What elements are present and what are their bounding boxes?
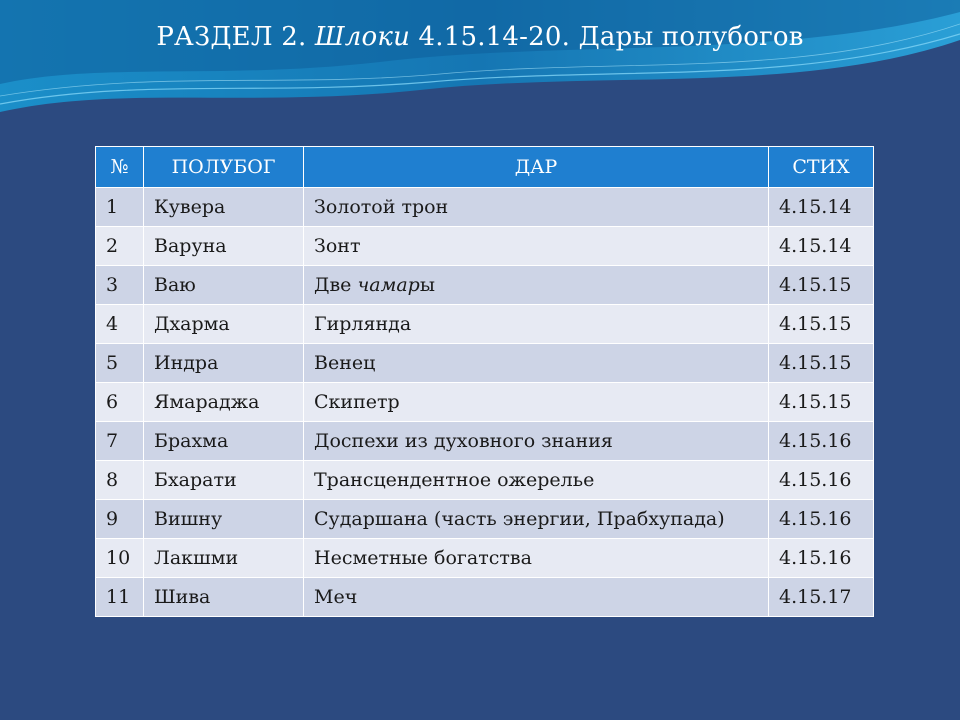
row-god: Брахма: [144, 422, 304, 461]
row-god: Кувера: [144, 188, 304, 227]
gift-text-tail: ы: [419, 274, 435, 296]
table-row: [96, 344, 874, 383]
title-prefix: РАЗДЕЛ 2.: [156, 22, 307, 52]
decorative-wave-banner: [0, 0, 960, 120]
row-god: Бхарати: [144, 461, 304, 500]
row-number: 10: [96, 539, 144, 578]
row-number: 1: [96, 188, 144, 227]
title-italic-word: Шлоки: [314, 22, 411, 52]
row-verse: 4.15.16: [769, 500, 874, 539]
row-gift: Доспехи из духовного знания: [304, 422, 769, 461]
row-verse: 4.15.14: [769, 227, 874, 266]
row-number: 6: [96, 383, 144, 422]
row-verse: 4.15.17: [769, 578, 874, 617]
row-number: 11: [96, 578, 144, 617]
row-god: Ямараджа: [144, 383, 304, 422]
table-row: [96, 305, 874, 344]
row-number: 2: [96, 227, 144, 266]
row-gift: Скипетр: [304, 383, 769, 422]
row-gift: Гирлянда: [304, 305, 769, 344]
table-row: [96, 266, 874, 305]
row-gift: Меч: [304, 578, 769, 617]
row-god: Лакшми: [144, 539, 304, 578]
table-row: [96, 422, 874, 461]
row-gift: Венец: [304, 344, 769, 383]
row-god: Шива: [144, 578, 304, 617]
row-gift: Зонт: [304, 227, 769, 266]
row-verse: 4.15.14: [769, 188, 874, 227]
header-number: №: [96, 147, 144, 188]
table-row: [96, 383, 874, 422]
row-gift: Сударшана (часть энергии, Прабхупада): [304, 500, 769, 539]
table-row: [96, 188, 874, 227]
header-verse: СТИХ: [769, 147, 874, 188]
table-header-row: [96, 147, 874, 188]
table-row: [96, 539, 874, 578]
gift-italic-text: чамар: [357, 274, 420, 296]
row-number: 7: [96, 422, 144, 461]
row-verse: 4.15.15: [769, 266, 874, 305]
row-number: 9: [96, 500, 144, 539]
row-number: 5: [96, 344, 144, 383]
row-verse: 4.15.16: [769, 422, 874, 461]
gift-text: Две: [314, 274, 358, 296]
row-god: Ваю: [144, 266, 304, 305]
row-number: 3: [96, 266, 144, 305]
table-row: [96, 500, 874, 539]
table-row: [96, 578, 874, 617]
row-verse: 4.15.16: [769, 539, 874, 578]
table-row: [96, 461, 874, 500]
row-gift: Трансцендентное ожерелье: [304, 461, 769, 500]
row-god: Дхарма: [144, 305, 304, 344]
row-god: Варуна: [144, 227, 304, 266]
row-gift: Несметные богатства: [304, 539, 769, 578]
row-verse: 4.15.16: [769, 461, 874, 500]
page-title: [0, 22, 960, 52]
table-row: [96, 227, 874, 266]
row-number: 8: [96, 461, 144, 500]
row-verse: 4.15.15: [769, 305, 874, 344]
header-god: ПОЛУБОГ: [144, 147, 304, 188]
row-god: Вишну: [144, 500, 304, 539]
row-gift: [304, 266, 769, 305]
title-suffix: 4.15.14-20. Дары полубогов: [418, 22, 804, 52]
row-verse: 4.15.15: [769, 383, 874, 422]
header-gift: ДАР: [304, 147, 769, 188]
row-gift: Золотой трон: [304, 188, 769, 227]
gifts-table: [95, 146, 874, 617]
row-verse: 4.15.15: [769, 344, 874, 383]
row-number: 4: [96, 305, 144, 344]
row-god: Индра: [144, 344, 304, 383]
